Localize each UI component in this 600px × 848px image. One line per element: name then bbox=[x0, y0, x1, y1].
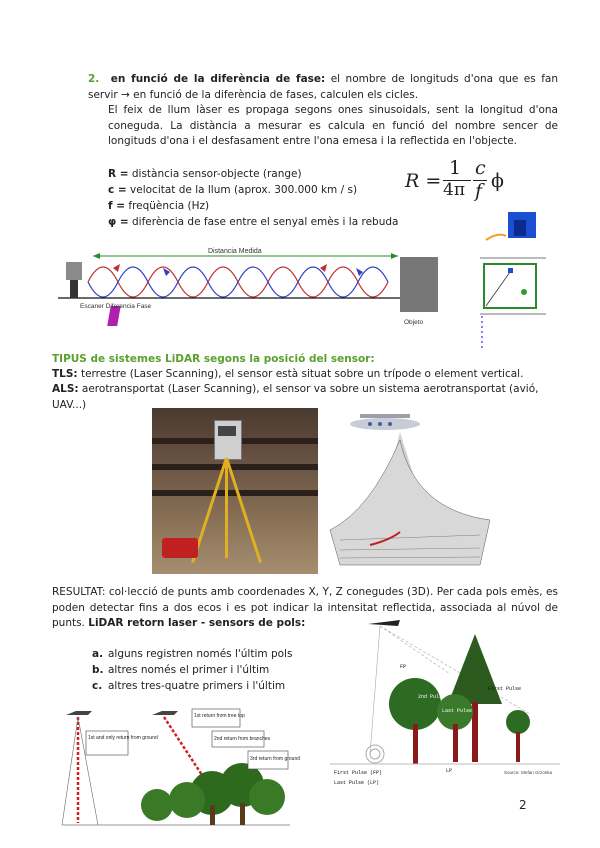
return-label-3: 2nd return from branches bbox=[214, 736, 271, 742]
tls-line: TLS: terrestre (Laser Scanning), el sensor està situat sobre un trípode o element vertical. bbox=[52, 368, 524, 380]
fp-label: FP bbox=[400, 664, 407, 670]
scanner-label: Escaner Diferencia Fase bbox=[80, 303, 152, 310]
pulse-label-second: 2nd Pulse bbox=[418, 694, 446, 700]
als-figure bbox=[330, 410, 490, 570]
phase-wave-figure bbox=[58, 242, 440, 332]
list-item: b. altres només el primer i l'últim bbox=[92, 664, 270, 676]
pulse-figure bbox=[330, 614, 560, 774]
range-formula: R = 1 4π c f ϕ bbox=[405, 157, 504, 202]
page-number: 2 bbox=[519, 798, 527, 812]
section2-block bbox=[88, 72, 558, 103]
returns-figure bbox=[62, 705, 301, 827]
pulse-label-first: First Pulse bbox=[488, 686, 522, 692]
tls-photo bbox=[152, 408, 318, 574]
resultat-paragraph: RESULTAT: col·lecció de punts amb coordenades X, Y, Z conegudes (3D). Per cada pols emès, es poden detectar fins a dos ecos i es pot indicar la intensitat reflectida, associada al núvol de punts. LiDAR retorn laser - sensors de pols: bbox=[52, 586, 558, 629]
var-phi: φ = diferència de fase entre el senyal emès i la rebuda bbox=[108, 216, 399, 228]
list-item: a. alguns registren només l'últim pols bbox=[92, 648, 293, 660]
legend-first: First Pulse (FP) bbox=[334, 770, 383, 776]
lp-label: LP bbox=[446, 768, 453, 774]
tipus-heading: TIPUS de sistemes LiDAR segons la posició del sensor: bbox=[52, 353, 375, 365]
pulse-sensor-list bbox=[92, 646, 352, 694]
return-label-1: 1st and only return from ground bbox=[88, 735, 158, 741]
var-f: f = freqüència (Hz) bbox=[108, 200, 210, 212]
var-r: R = distància sensor-objecte (range) bbox=[108, 168, 302, 180]
object-label: Objeto bbox=[404, 319, 424, 326]
section2-paragraph: El feix de llum làser es propaga segons ones sinusoidals, sent la longitud d'ona coneguda. La distància a mesurar es calcula en funció del nombre sencer de longituds d'ona i el desfasament entre l'ona emesa i la reflectida en l'objecte. bbox=[108, 104, 558, 147]
return-label-4: 3rd return from ground bbox=[250, 756, 301, 762]
pulse-label-last: Last Pulse bbox=[442, 708, 473, 714]
section2-heading: en funció de la diferència de fase: bbox=[110, 73, 326, 85]
wave-title: Distancia Medida bbox=[208, 248, 262, 255]
variables-list bbox=[108, 166, 428, 230]
section2-number: 2. bbox=[88, 73, 100, 85]
phase-schematic-figure bbox=[478, 210, 548, 350]
legend-last: Last Pulse (LP) bbox=[334, 780, 380, 786]
list-item: c. altres tres-quatre primers i l'últim bbox=[92, 680, 286, 692]
var-c: c = velocitat de la llum (aprox. 300.000 km / s) bbox=[108, 184, 358, 196]
return-label-2: 1st return from tree top bbox=[194, 713, 245, 719]
als-line: ALS: aerotransportat (Laser Scanning), el sensor va sobre un sistema aerotransportat (avió, UAV...) bbox=[52, 383, 539, 411]
figure-source: Source: Stefan Grzonka bbox=[504, 770, 553, 775]
section2-intro: el nombre de longituds d'ona que es fan servir → en funció de la diferència de fases, calculen els cicles. bbox=[88, 73, 558, 101]
